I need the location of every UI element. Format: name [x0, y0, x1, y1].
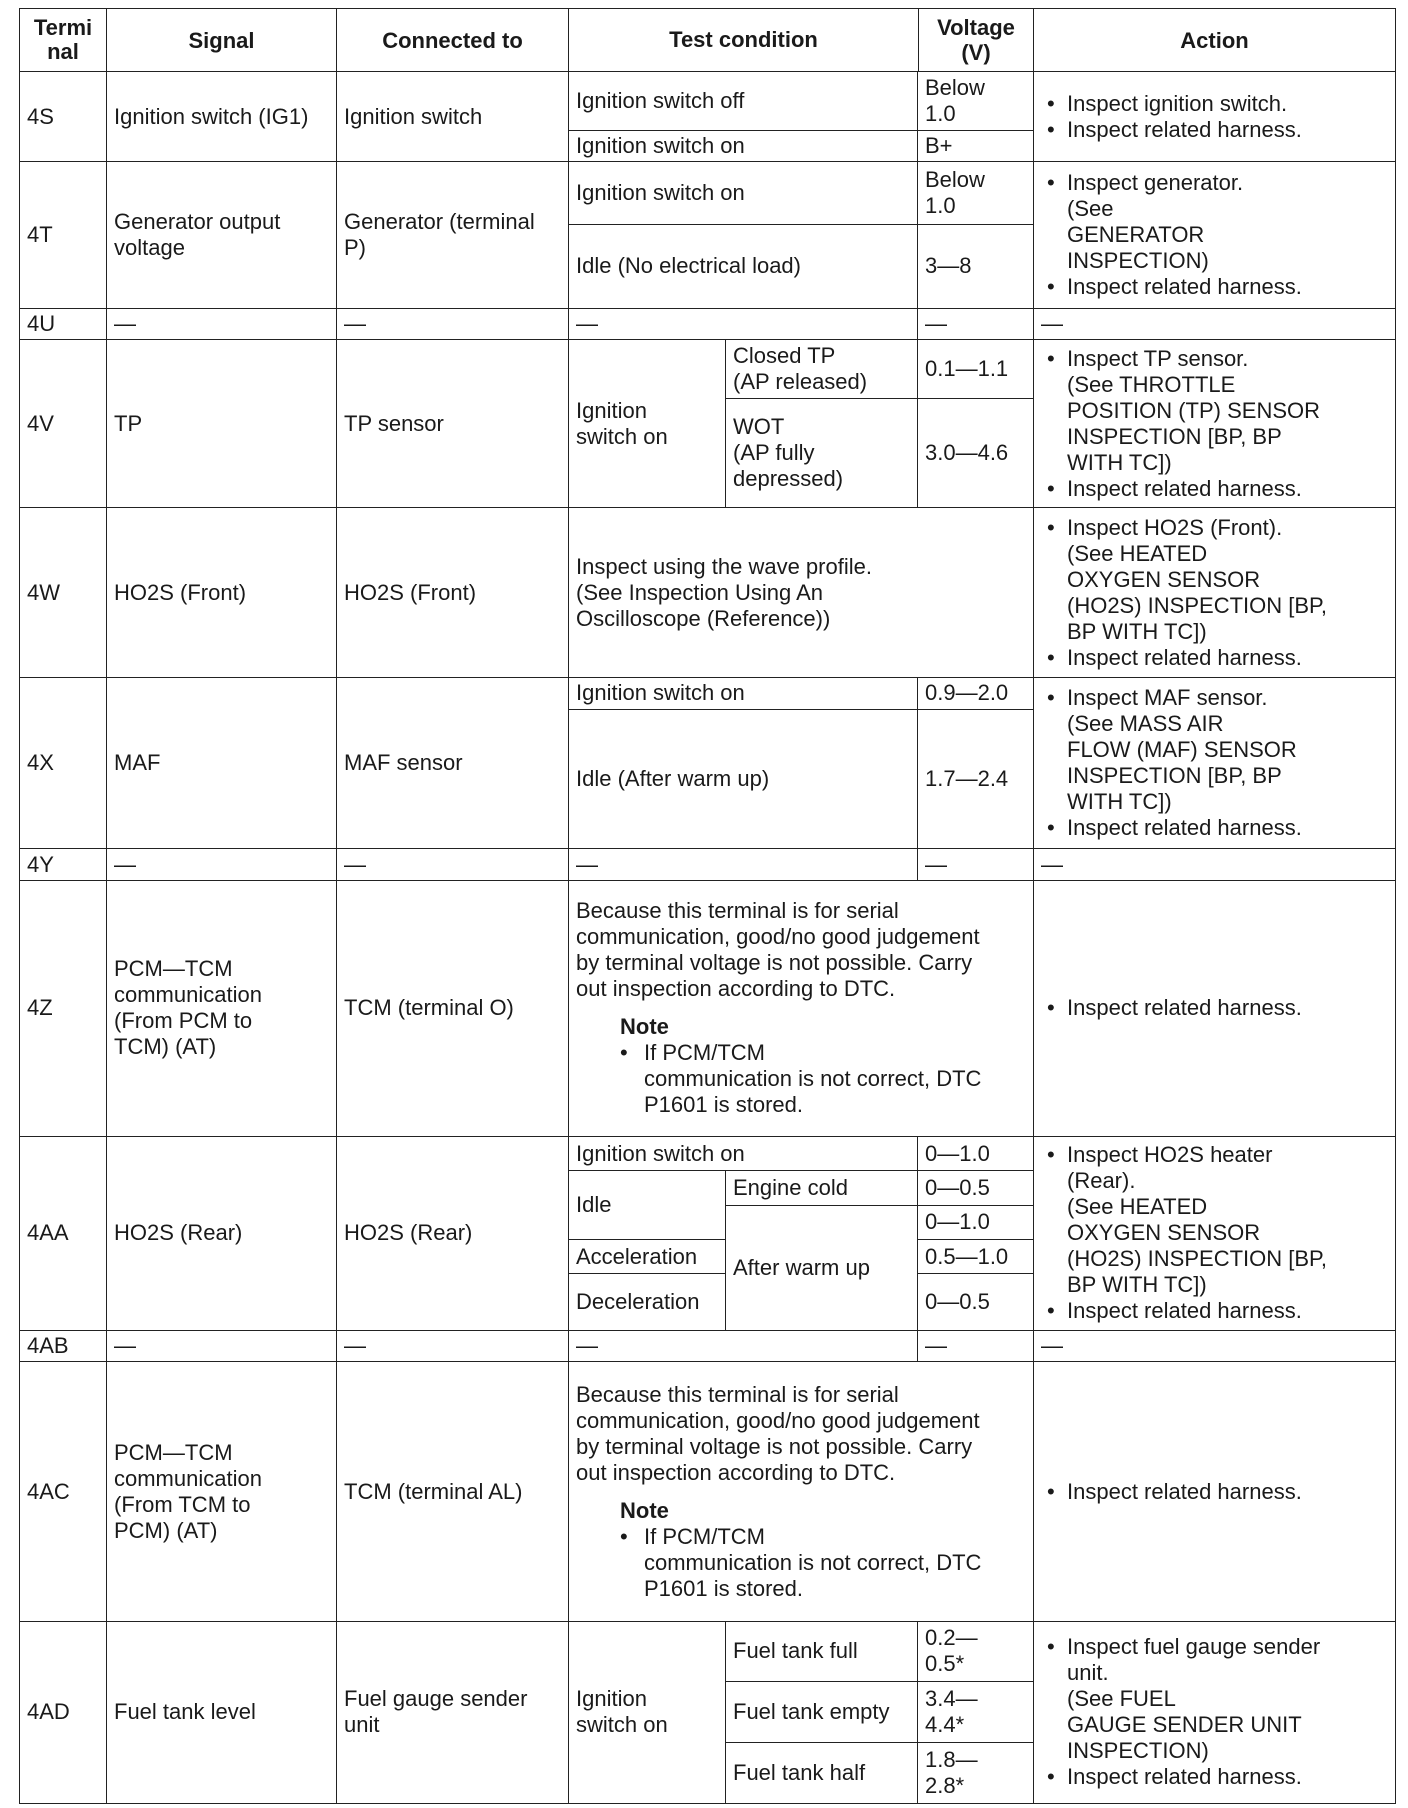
connected-to-cell: Fuel gauge sender unit: [337, 1621, 569, 1803]
action-cell: [1034, 162, 1396, 309]
connected-to-cell: HO2S (Rear): [337, 1136, 569, 1330]
terminal-cell: 4V: [20, 340, 107, 508]
terminal-cell: 4U: [20, 308, 107, 339]
note-item: • If PCM/TCM communication is not correct, DTC P1601 is stored.: [576, 1524, 1026, 1602]
note-item: • If PCM/TCM communication is not correct, DTC P1601 is stored.: [576, 1040, 1026, 1118]
terminal-cell: 4AB: [20, 1331, 107, 1362]
signal-cell: Fuel tank level: [107, 1621, 337, 1803]
empty-cell: —: [337, 308, 569, 339]
connected-to-cell: TP sensor: [337, 340, 569, 508]
action-cell: [1034, 880, 1396, 1136]
terminal-cell: 4AD: [20, 1621, 107, 1803]
table-row: [20, 508, 1396, 678]
action-item: • Inspect related harness.: [1041, 1298, 1388, 1324]
header-test-condition: [569, 9, 1034, 72]
empty-cell: —: [1034, 308, 1396, 339]
note-heading: Note: [620, 1014, 669, 1040]
empty-cell: —: [569, 849, 918, 880]
condition-text: Because this terminal is for serial communication, good/no good judgement by terminal voltage is not possible. Carry out inspection according to DTC.: [576, 1381, 980, 1485]
action-cell: [1034, 1362, 1396, 1621]
connected-to-cell: Generator (terminal P): [337, 162, 569, 309]
condition-cell: After warm up: [726, 1205, 918, 1330]
action-item: • Inspect generator. (See GENERATOR INSPECTION): [1041, 170, 1388, 274]
voltage-cell: 0—1.0: [918, 1205, 1034, 1239]
action-cell: [1034, 508, 1396, 678]
empty-cell: —: [569, 1331, 918, 1362]
empty-cell: —: [337, 849, 569, 880]
action-item: • Inspect related harness.: [1041, 815, 1388, 841]
condition-cell: Ignition switch on: [569, 678, 918, 709]
action-item: • Inspect related harness.: [1041, 476, 1388, 502]
action-item: • Inspect related harness.: [1041, 1479, 1388, 1505]
action-item: • Inspect HO2S (Front). (See HEATED OXYGEN SENSOR (HO2S) INSPECTION [BP, BP WITH TC]): [1041, 515, 1388, 645]
signal-cell: MAF: [107, 678, 337, 849]
voltage-cell: 0.1—1.1: [918, 340, 1034, 399]
condition-cell: WOT (AP fully depressed): [726, 398, 918, 507]
action-item: • Inspect related harness.: [1041, 995, 1388, 1021]
table-row: [20, 1136, 1396, 1170]
table-row: [20, 678, 1396, 709]
action-item: • Inspect related harness.: [1041, 1764, 1388, 1790]
signal-cell: HO2S (Rear): [107, 1136, 337, 1330]
condition-cell: Ignition switch off: [569, 72, 918, 131]
voltage-cell: Below 1.0: [918, 72, 1034, 131]
table-row: [20, 1621, 1396, 1682]
terminal-cell: 4S: [20, 72, 107, 162]
terminal-cell: 4W: [20, 508, 107, 678]
signal-cell: PCM—TCM communication (From PCM to TCM) (AT): [107, 880, 337, 1136]
condition-cell: Ignition switch on: [569, 1136, 918, 1170]
condition-cell: [569, 1362, 1034, 1621]
action-cell: [1034, 1621, 1396, 1803]
condition-cell: Fuel tank full: [726, 1621, 918, 1682]
voltage-cell: 0.9—2.0: [918, 678, 1034, 709]
condition-cell: Ignition switch on: [569, 162, 918, 225]
table-row: [20, 849, 1396, 880]
action-item: • Inspect MAF sensor. (See MASS AIR FLOW (MAF) SENSOR INSPECTION [BP, BP WITH TC]): [1041, 685, 1388, 815]
condition-text: Because this terminal is for serial communication, good/no good judgement by terminal voltage is not possible. Carry out inspection according to DTC.: [576, 898, 980, 1002]
main-condition-cell: Ignition switch on: [569, 340, 726, 508]
terminal-cell: 4AA: [20, 1136, 107, 1330]
header-terminal: Termi nal: [20, 9, 107, 72]
terminal-cell: 4AC: [20, 1362, 107, 1621]
condition-cell: Engine cold: [726, 1171, 918, 1205]
action-item: • Inspect related harness.: [1041, 645, 1388, 671]
voltage-cell: Below 1.0: [918, 162, 1034, 225]
empty-cell: —: [1034, 1331, 1396, 1362]
voltage-cell: B+: [918, 130, 1034, 161]
action-item: • Inspect related harness.: [1041, 117, 1388, 143]
empty-cell: —: [107, 1331, 337, 1362]
empty-cell: —: [337, 1331, 569, 1362]
table-row: [20, 162, 1396, 225]
empty-cell: —: [569, 308, 918, 339]
condition-idle-cell: Idle: [569, 1171, 726, 1240]
condition-acceleration-cell: Acceleration: [569, 1240, 726, 1274]
voltage-cell: 3—8: [918, 224, 1034, 308]
voltage-cell: 0—1.0: [918, 1136, 1034, 1170]
main-condition-cell: Ignition switch on: [569, 1621, 726, 1803]
table-row: [20, 308, 1396, 339]
voltage-cell: 0—0.5: [918, 1171, 1034, 1205]
terminal-cell: 4Y: [20, 849, 107, 880]
condition-cell: Closed TP (AP released): [726, 340, 918, 399]
action-item: • Inspect HO2S heater (Rear). (See HEATED OXYGEN SENSOR (HO2S) INSPECTION [BP, BP WITH TC]): [1041, 1142, 1388, 1298]
action-item: • Inspect fuel gauge sender unit. (See FUEL GAUGE SENDER UNIT INSPECTION): [1041, 1634, 1388, 1764]
condition-cell: Inspect using the wave profile. (See Inspection Using An Oscilloscope (Reference)): [569, 508, 1034, 678]
connected-to-cell: TCM (terminal O): [337, 880, 569, 1136]
action-item: • Inspect TP sensor. (See THROTTLE POSITION (TP) SENSOR INSPECTION [BP, BP WITH TC]): [1041, 346, 1388, 476]
empty-cell: —: [918, 1331, 1034, 1362]
header-row: [20, 9, 1396, 72]
action-item: • Inspect related harness.: [1041, 274, 1388, 300]
header-test-condition-label: Test condition: [569, 9, 919, 71]
condition-cell: Fuel tank half: [726, 1743, 918, 1804]
empty-cell: —: [107, 849, 337, 880]
condition-cell: Idle (After warm up): [569, 709, 918, 849]
empty-cell: —: [107, 308, 337, 339]
empty-cell: —: [918, 849, 1034, 880]
voltage-cell: 3.0—4.6: [918, 398, 1034, 507]
voltage-cell: 1.7—2.4: [918, 709, 1034, 849]
table-row: [20, 340, 1396, 399]
condition-cell: Ignition switch on: [569, 130, 918, 161]
condition-cell: Fuel tank empty: [726, 1682, 918, 1743]
signal-cell: Ignition switch (IG1): [107, 72, 337, 162]
action-cell: [1034, 678, 1396, 849]
header-voltage: Voltage (V): [937, 15, 1015, 65]
voltage-cell: 3.4— 4.4*: [918, 1682, 1034, 1743]
table-row: [20, 880, 1396, 1136]
signal-cell: PCM—TCM communication (From TCM to PCM) (AT): [107, 1362, 337, 1621]
table-row: [20, 1362, 1396, 1621]
connected-to-cell: TCM (terminal AL): [337, 1362, 569, 1621]
signal-cell: TP: [107, 340, 337, 508]
header-connected-to: Connected to: [337, 9, 569, 72]
connected-to-cell: HO2S (Front): [337, 508, 569, 678]
connected-to-cell: Ignition switch: [337, 72, 569, 162]
header-signal: Signal: [107, 9, 337, 72]
voltage-cell: 0—0.5: [918, 1274, 1034, 1331]
terminal-cell: 4T: [20, 162, 107, 309]
signal-cell: Generator output voltage: [107, 162, 337, 309]
condition-cell: Idle (No electrical load): [569, 224, 918, 308]
connected-to-cell: MAF sensor: [337, 678, 569, 849]
table-row: [20, 1331, 1396, 1362]
action-cell: [1034, 72, 1396, 162]
note-heading: Note: [620, 1497, 669, 1523]
voltage-cell: 1.8— 2.8*: [918, 1743, 1034, 1804]
signal-cell: HO2S (Front): [107, 508, 337, 678]
terminal-cell: 4Z: [20, 880, 107, 1136]
terminal-voltage-table: [19, 8, 1396, 1804]
table-row: [20, 72, 1396, 131]
condition-cell: [569, 880, 1034, 1136]
terminal-cell: 4X: [20, 678, 107, 849]
voltage-cell: 0.2— 0.5*: [918, 1621, 1034, 1682]
condition-deceleration-cell: Deceleration: [569, 1274, 726, 1331]
empty-cell: —: [1034, 849, 1396, 880]
empty-cell: —: [918, 308, 1034, 339]
action-cell: [1034, 340, 1396, 508]
header-action: Action: [1034, 9, 1396, 72]
action-cell: [1034, 1136, 1396, 1330]
voltage-cell: 0.5—1.0: [918, 1240, 1034, 1274]
action-item: • Inspect ignition switch.: [1041, 91, 1388, 117]
